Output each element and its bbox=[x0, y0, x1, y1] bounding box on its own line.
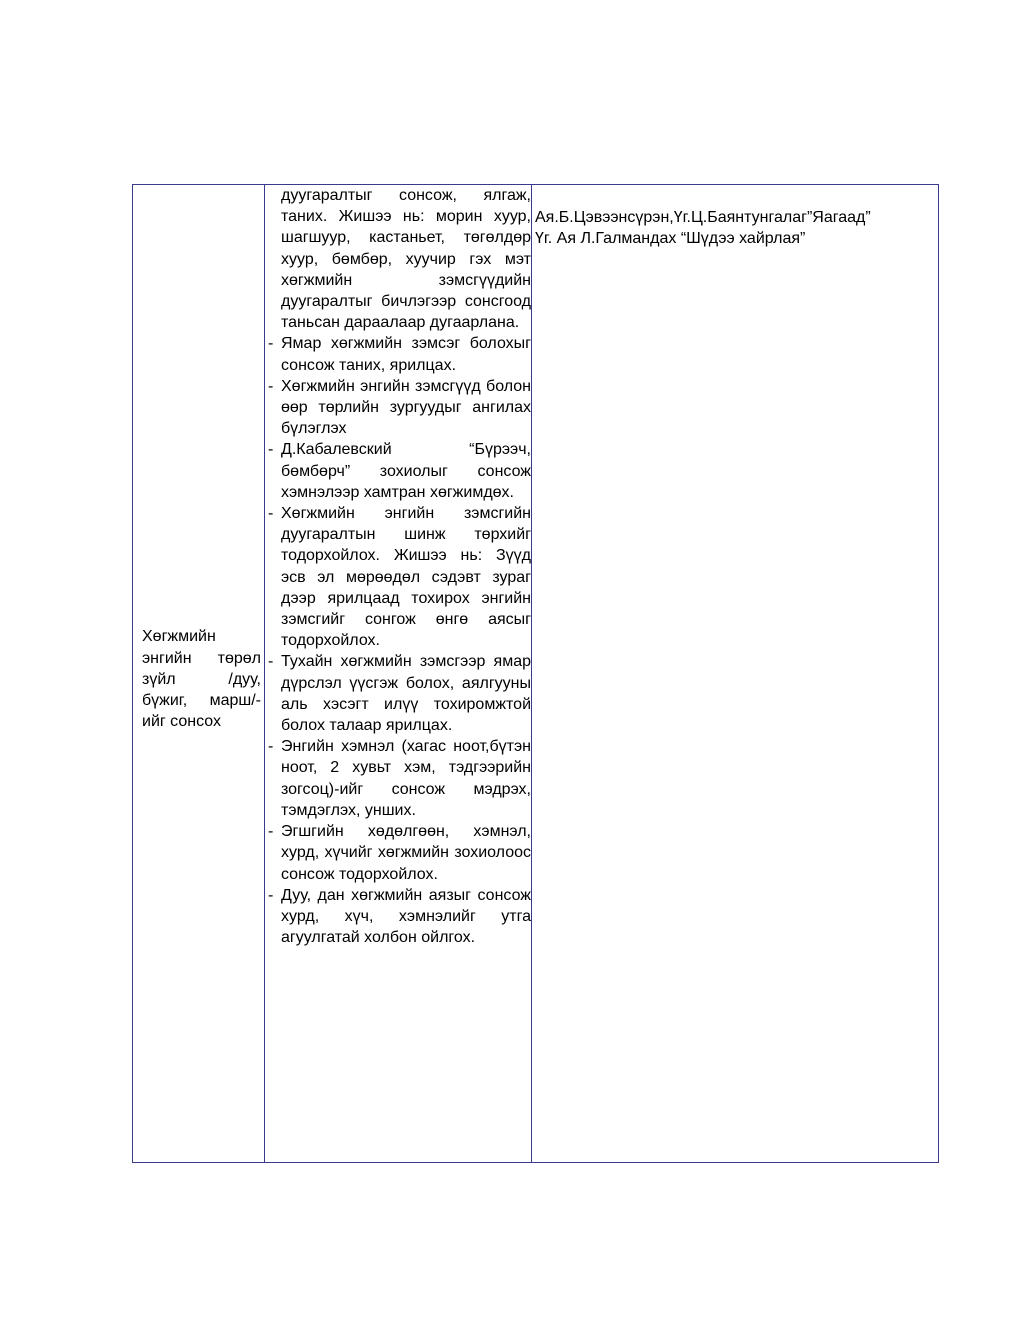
bullet-dash: - bbox=[268, 505, 274, 523]
activity-item-text: Тухайн хөгжмийн зэмсгээр ямар дүрслэл үүсгэж болох, аялгууны аль хэсэгт илүү тохиромжтой болох талаар ярилцах. bbox=[281, 653, 531, 735]
reference-line: Үг. Ая Л.Галмандах “Шүдээ хайрлая” bbox=[535, 230, 806, 248]
activity-item-text: Энгийн хэмнэл (хагас ноот,бүтэн ноот, 2 хувьт хэм, тэдгээрийн зогсоц)-ийг сонсож мэдрэх, тэмдэглэх, унших. bbox=[281, 738, 531, 819]
activity-item bbox=[268, 736, 531, 821]
table-row bbox=[133, 185, 939, 1163]
references-list bbox=[532, 185, 938, 249]
bullet-dash: - bbox=[268, 738, 274, 756]
activity-item bbox=[268, 821, 531, 885]
reference-line: Ая.Б.Цэвээнсүрэн,Үг.Ц.Баянтунгалаг”Яагаад” bbox=[535, 209, 871, 226]
activity-item bbox=[268, 333, 531, 375]
activities-cell bbox=[265, 185, 532, 1163]
bullet-dash: - bbox=[268, 335, 274, 353]
bullet-dash: - bbox=[268, 886, 274, 904]
activity-item bbox=[268, 885, 531, 949]
activity-item-text: Хөгжмийн энгийн зэмсгийн дуугаралтын шинж төрхийг тодорхойлох. Жишээ нь: Зүүд эсв эл мөрөөдөл сэдэвт зураг дээр ярилцаад тохирох энгийн зэмсгийг сонгож өнгө аясыг тодорхойлох. bbox=[281, 505, 531, 650]
bullet-dash: - bbox=[268, 377, 274, 395]
activity-item-text: Эгшгийн хөдөлгөөн, хэмнэл, хурд, хүчийг хөгжмийн зохиолоос сонсож тодорхойлох. bbox=[281, 823, 531, 883]
references-cell bbox=[532, 185, 939, 1163]
activity-item bbox=[268, 376, 531, 440]
activity-item-text: Ямар хөгжмийн зэмсэг болохыг сонсож таних, ярилцах. bbox=[281, 335, 531, 374]
activity-item-text: Дуу, дан хөгжмийн аязыг сонсож хурд, хүч, хэмнэлийг утга агуулгатай холбон ойлгох. bbox=[281, 886, 531, 947]
topic-cell bbox=[133, 185, 265, 1163]
activity-item bbox=[268, 651, 531, 736]
activities-list bbox=[268, 333, 531, 948]
curriculum-table bbox=[132, 184, 939, 1163]
bullet-dash: - bbox=[268, 823, 274, 841]
bullet-dash: - bbox=[268, 653, 274, 671]
activity-item-text: Хөгжмийн энгийн зэмсгүүд болон өөр төрлийн зургуудыг ангилах бүлэглэх bbox=[281, 377, 531, 438]
bullet-dash: - bbox=[268, 441, 274, 459]
activity-item bbox=[268, 439, 531, 503]
activity-item-text: Д.Кабалевский “Бүрээч, бөмбөрч” зохиолыг сонсож хэмнэлээр хамтран хөгжимдөх. bbox=[281, 441, 531, 501]
activity-item bbox=[268, 503, 531, 651]
topic-text: Хөгжмийн энгийн төрөл зүйл /дуу, бүжиг, марш/-ийг сонсох bbox=[142, 628, 261, 731]
activities-intro: дуугаралтыг сонсож, ялгаж, таних. Жишээ нь: морин хуур, шагшуур, кастаньет, төгөлдөр хуур, бөмбөр, хуучир гэх мэт хөгжмийн зэмсгүүдийн дуугаралтыг бичлэгээр сонсгоод таньсан дараалаар дугаарлана. bbox=[281, 187, 531, 332]
